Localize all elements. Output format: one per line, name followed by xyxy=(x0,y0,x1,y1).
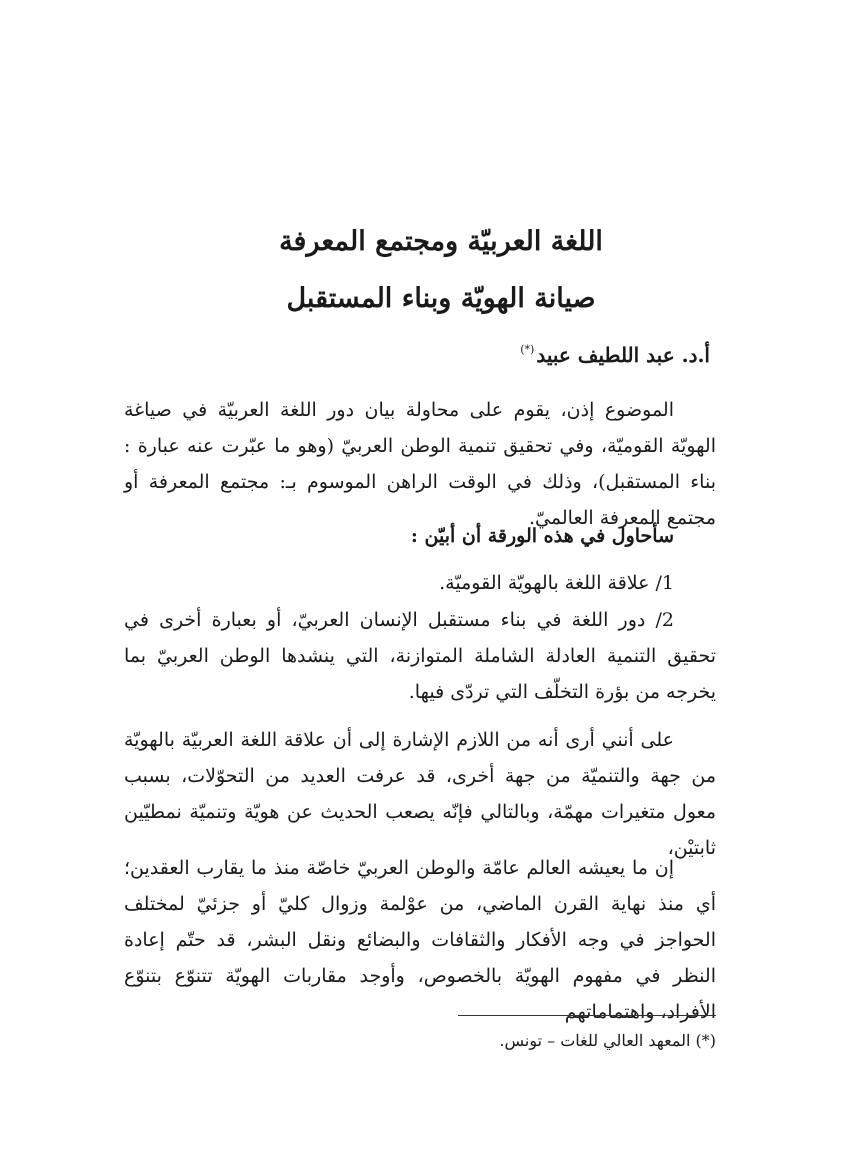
list-item-2: 2/ دور اللغة في بناء مستقبل الإنسان العربيّ، أو بعبارة أخرى في تحقيق التنمية العادلة الشاملة المتوازنة، التي ينشدها الوطن العربيّ بما يخرجه من بؤرة التخلّف التي تردّى فيها. xyxy=(124,609,716,703)
paragraph-world: إن ما يعيشه العالم عامّة والوطن العربيّ خاصّة منذ ما يقارب العقدين؛ أي منذ نهاية القرن الماضي، من عوْلمة وزوال كليّ أو جزئيّ لمختلف الحواجز في وجه الأفكار والثقافات والبضائع ونقل البشر، قد حتّم إعادة النظر في مفهوم الهويّة بالخصوص، وأوجد مقاربات الهويّة تتنوّع بتنوّع الأفراد، واهتماماتهم xyxy=(124,857,716,1023)
footnote: (*) المعهد العالي للغات – تونس. xyxy=(499,1031,716,1050)
list-item-1: 1/ علاقة اللغة بالهويّة القوميّة. xyxy=(439,572,674,594)
author-line xyxy=(520,333,710,372)
footnote-marker: (*) xyxy=(520,343,535,356)
title-line-2: صيانة الهويّة وبناء المستقبل xyxy=(286,283,596,314)
footnote-divider xyxy=(458,1015,716,1016)
title-line-1: اللغة العربيّة ومجتمع المعرفة xyxy=(279,226,603,257)
paragraph-intro: الموضوع إذن، يقوم على محاولة بيان دور اللغة العربيّة في صياغة الهويّة القوميّة، وفي تحقيق تنمية الوطن العربيّ (وهو ما عبّرت عنه عبارة : بناء المستقبل)، وذلك في الوقت الراهن الموسوم بـ: مجتمع المعرفة أو مجتمع المعرفة العالميّ. xyxy=(124,399,716,529)
author-name: أ.د. عبد اللطيف عبيد xyxy=(536,343,710,367)
paragraph-aim: سأحاول في هذه الورقة أن أبيّن : xyxy=(410,525,674,547)
paragraph-relation: على أنني أرى أنه من اللازم الإشارة إلى أن علاقة اللغة العربيّة بالهويّة من جهة والتنميّة من جهة أخرى، قد عرفت العديد من التحوّلات، بسبب معول متغيرات مهمّة، وبالتالي فإنّه يصعب الحديث عن هويّة وتنميّة نمطيّين ثابتيْن، xyxy=(124,729,716,859)
